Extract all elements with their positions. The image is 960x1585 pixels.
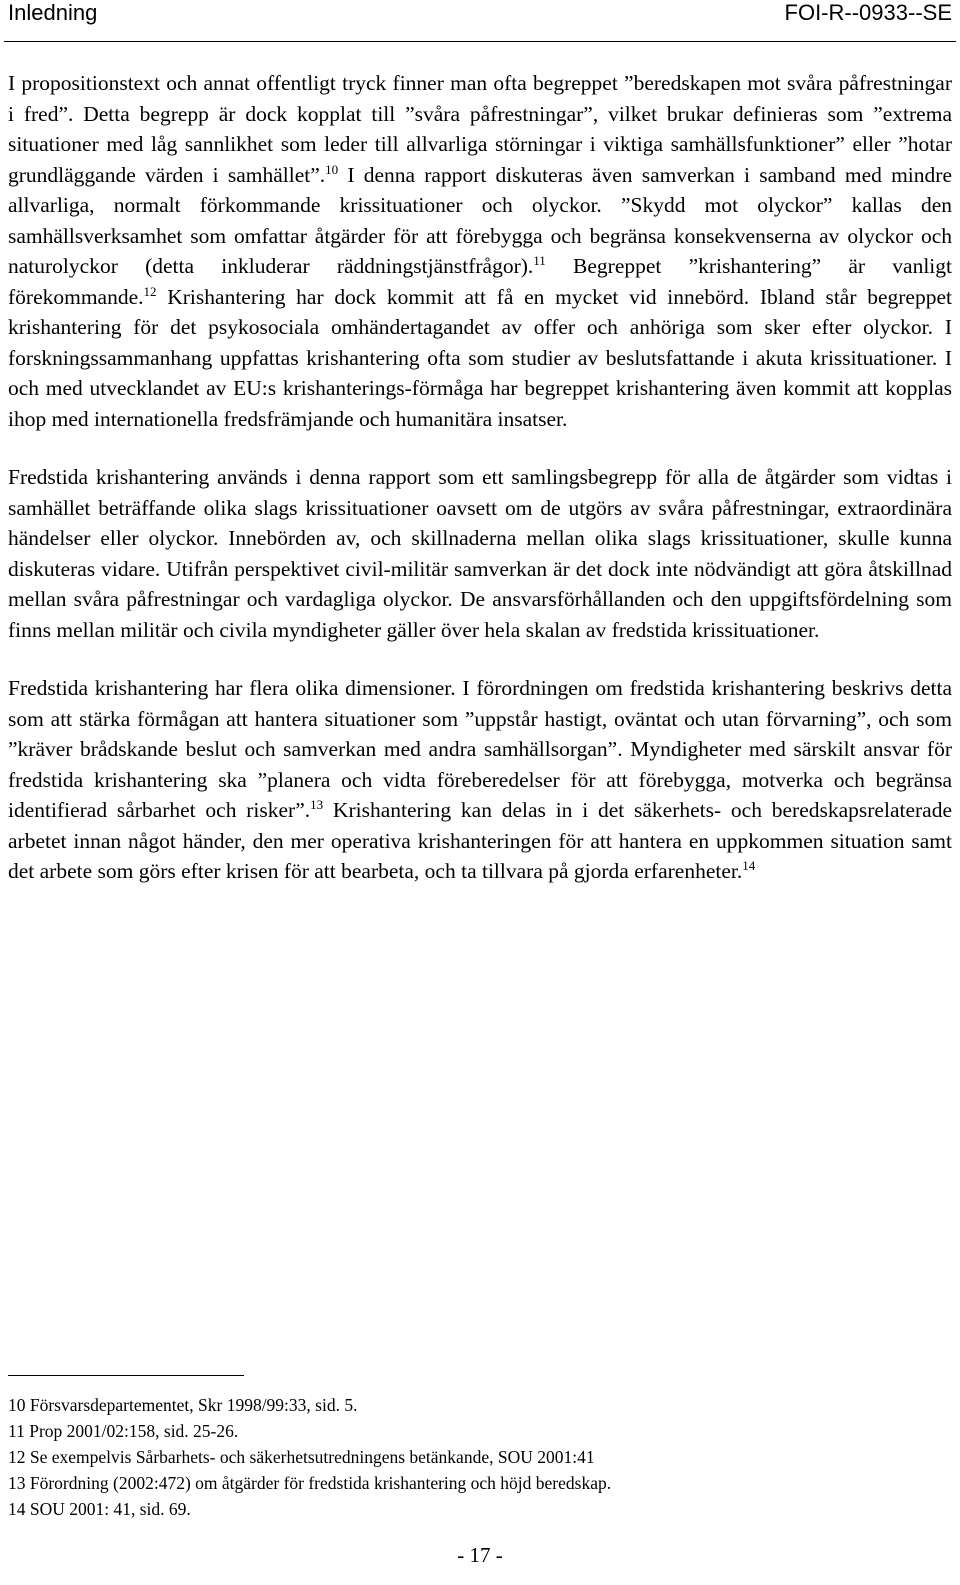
paragraph-3-text-2: Krishantering kan delas in i det säkerhets- och beredskapsrelaterade arbetet innan något händer, den mer operativa krishanteringen för att hantera en uppkommen situation samt det arbete som görs efter krisen för att bearbeta, och ta tillvara på gjorda erfarenheter. [8, 798, 952, 883]
footnote-ref-10: 10 [325, 161, 339, 177]
footnote-14: 14 SOU 2001: 41, sid. 69. [8, 1499, 191, 1519]
footnotes [8, 1392, 952, 1522]
paragraph-1-text-3: Begreppet ”krishantering” är vanligt förekommande. [8, 254, 953, 309]
footnote-ref-14: 14 [742, 857, 756, 873]
footnote-ref-12: 12 [143, 283, 157, 299]
paragraph-2 [8, 462, 952, 645]
footnote-10: 10 Försvarsdepartementet, Skr 1998/99:33, sid. 5. [8, 1395, 358, 1415]
paragraph-2-text-1: Fredstida krishantering används i denna rapport som ett samlingsbegrepp för alla de åtgärder som vidtas i samhället beträffande olika slags krissituationer oavsett om de utgörs av svåra påfrestningar, extraordinära händelser eller olyckor. Innebörden av, och skillnaderna mellan olika slags krissituationer, skulle kunna diskuteras vidare. Utifrån perspektivet civil-militär samverkan är det dock inte nödvändigt att göra åtskillnad mellan svåra påfrestningar och vardagliga olyckor. De ansvarsförhållanden och den uppgiftsfördelning som finns mellan militär och civila myndigheter gäller över hela skalan av fredstida krissituationer. [8, 465, 952, 642]
paragraph-1-text-2: I denna rapport diskuteras även samverkan i samband med mindre allvarliga, normalt förkommande krissituationer och olyckor. ”Skydd mot olyckor” kallas den samhällsverksamhet som omfattar åtgärder för att förebygga och begränsa konsekvenserna av olyckor och naturolyckor (detta inkluderar räddningstjänstfrågor). [8, 162, 952, 278]
header-divider [4, 41, 956, 42]
page-number: - 17 - [457, 1543, 503, 1567]
footnote-13: 13 Förordning (2002:472) om åtgärder för fredstida krishantering och höjd beredskap. [8, 1473, 612, 1493]
paragraph-3 [8, 673, 952, 887]
header-section-title: Inledning [8, 0, 98, 25]
footnote-divider [8, 1375, 244, 1376]
header-report-id: FOI-R--0933--SE [784, 0, 952, 25]
footnote-11: 11 Prop 2001/02:158, sid. 25-26. [8, 1421, 239, 1441]
footnote-12: 12 Se exempelvis Sårbarhets- och säkerhetsutredningens betänkande, SOU 2001:41 [8, 1447, 595, 1467]
paragraph-1-text-4: Krishantering har dock kommit att få en mycket vid innebörd. Ibland står begreppet krishantering för det psykosociala omhändertagandet av offer och anhöriga som sker efter olyckor. I forskningssammanhang uppfattas krishantering ofta som studier av beslutsfattande i akuta krissituationer. I och med utvecklandet av EU:s krishanterings-förmåga har begreppet krishantering även kommit att kopplas ihop med internationella fredsfrämjande och humanitära insatser. [8, 284, 952, 431]
page-header [0, 0, 960, 42]
body-text [8, 68, 952, 915]
paragraph-1-text-1: I propositionstext och annat offentligt tryck finner man ofta begreppet ”beredskapen mot svåra påfrestningar i fred”. Detta begrepp är dock kopplat till ”svåra påfrestningar”, vilket brukar definieras som ”extrema situationer med låg sannlikhet som leder till allvarliga störningar i viktiga samhällsfunktioner” eller ”hotar grundläggande värden i samhället”. [8, 71, 952, 187]
paragraph-1 [8, 68, 952, 434]
paragraph-3-text-1: Fredstida krishantering har flera olika dimensioner. I förordningen om fredstida krishantering beskrivs detta som att stärka förmågan att hantera situationer som ”uppstår hastigt, oväntat och utan förvarning”, och som ”kräver brådskande beslut och samverkan med andra samhällsorgan”. Myndigheter med särskilt ansvar för fredstida krishantering ska ”planera och vidta föreberedelser för att förebygga, motverka och begränsa identifierad sårbarhet och risker”. [8, 676, 952, 822]
footnote-ref-11: 11 [533, 252, 546, 268]
footnote-ref-13: 13 [310, 796, 324, 812]
